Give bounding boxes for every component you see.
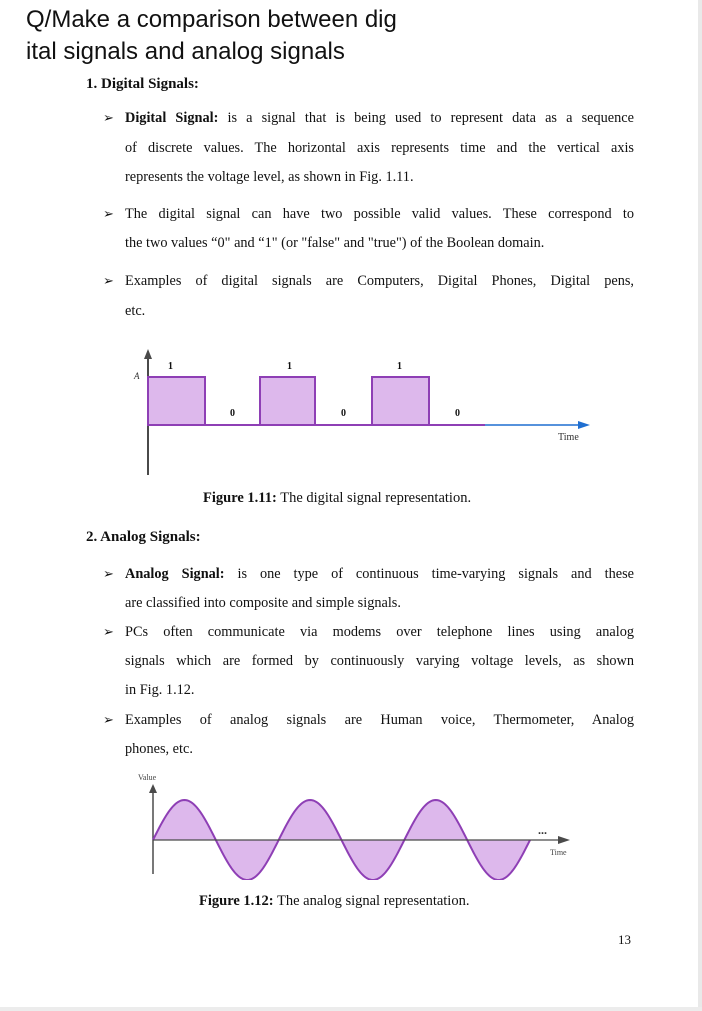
label-high-3: 1 xyxy=(397,361,402,372)
bullet-line: in Fig. 1.12. xyxy=(125,682,195,698)
label-high-2: 1 xyxy=(287,361,292,372)
pulse-high-3 xyxy=(372,377,429,425)
axis-label-a: A xyxy=(134,371,140,381)
continuation-dots: ... xyxy=(538,823,547,837)
caption-label: Figure 1.11: xyxy=(203,490,277,506)
bullet-line: phones, etc. xyxy=(125,741,193,757)
bullet-line xyxy=(125,110,634,127)
question-line-2: ital signals and analog signals xyxy=(26,38,345,65)
bullet-line: Examples of analog signals are Human voice, Thermometer, Analog xyxy=(125,712,634,728)
question-line-1: Q/Make a comparison between dig xyxy=(26,6,397,33)
axis-label-time: Time xyxy=(550,848,567,857)
bullet-line: represents the voltage level, as shown in Fig. 1.11. xyxy=(125,169,414,185)
bullet-line: PCs often communicate via modems over telephone lines using analog xyxy=(125,624,634,640)
caption-text: The analog signal representation. xyxy=(273,893,470,909)
bullet-line: The digital signal can have two possible valid values. These correspond to xyxy=(125,206,634,222)
caption-text: The digital signal representation. xyxy=(276,490,472,506)
page-edge-right xyxy=(698,0,702,1011)
bullet-line: Examples of digital signals are Computers, Digital Phones, Digital pens, xyxy=(125,273,634,289)
term-digital-signal: Digital Signal: xyxy=(125,110,219,126)
bullet-line: etc. xyxy=(125,303,146,319)
page-edge-bottom xyxy=(0,1007,702,1011)
bullet-text: is one type of continuous time-varying signals and these xyxy=(224,566,634,582)
arrow-bullet-icon: ➢ xyxy=(103,206,114,221)
caption-label: Figure 1.12: xyxy=(199,893,274,909)
question-title xyxy=(26,4,496,68)
term-analog-signal: Analog Signal: xyxy=(125,566,225,582)
figure-1-11-caption xyxy=(203,490,471,507)
bullet-line: signals which are formed by continuously varying voltage levels, as shown xyxy=(125,653,634,669)
digital-signal-figure xyxy=(120,345,610,480)
time-arrow-icon xyxy=(578,421,590,429)
bullet-line: the two values “0" and “1" (or "false" and "true") of the Boolean domain. xyxy=(125,235,545,251)
label-low-3: 0 xyxy=(455,408,460,419)
bullet-line: are classified into composite and simple signals. xyxy=(125,595,401,611)
pulse-high-2 xyxy=(260,377,315,425)
pulse-high-1 xyxy=(148,377,205,425)
figure-1-12-caption xyxy=(199,893,469,910)
analog-heading: 2. Analog Signals: xyxy=(86,529,201,545)
axis-arrow-icon xyxy=(149,784,157,793)
label-low-1: 0 xyxy=(230,408,235,419)
bullet-text: is a signal that is being used to represent data as a sequence xyxy=(218,110,634,126)
arrow-bullet-icon: ➢ xyxy=(103,712,114,727)
bullet-line xyxy=(125,566,634,583)
axis-label-value: Value xyxy=(138,773,157,782)
page-number: 13 xyxy=(618,932,631,947)
time-arrow-icon xyxy=(558,836,570,844)
arrow-bullet-icon: ➢ xyxy=(103,624,114,639)
arrow-bullet-icon: ➢ xyxy=(103,273,114,288)
digital-heading: 1. Digital Signals: xyxy=(86,76,199,92)
axis-arrow-icon xyxy=(144,349,152,359)
label-high-1: 1 xyxy=(168,361,173,372)
arrow-bullet-icon: ➢ xyxy=(103,566,114,581)
axis-label-time: Time xyxy=(558,432,579,443)
bullet-line: of discrete values. The horizontal axis represents time and the vertical axis xyxy=(125,140,634,156)
arrow-bullet-icon: ➢ xyxy=(103,110,114,125)
analog-signal-figure xyxy=(130,770,590,880)
label-low-2: 0 xyxy=(341,408,346,419)
